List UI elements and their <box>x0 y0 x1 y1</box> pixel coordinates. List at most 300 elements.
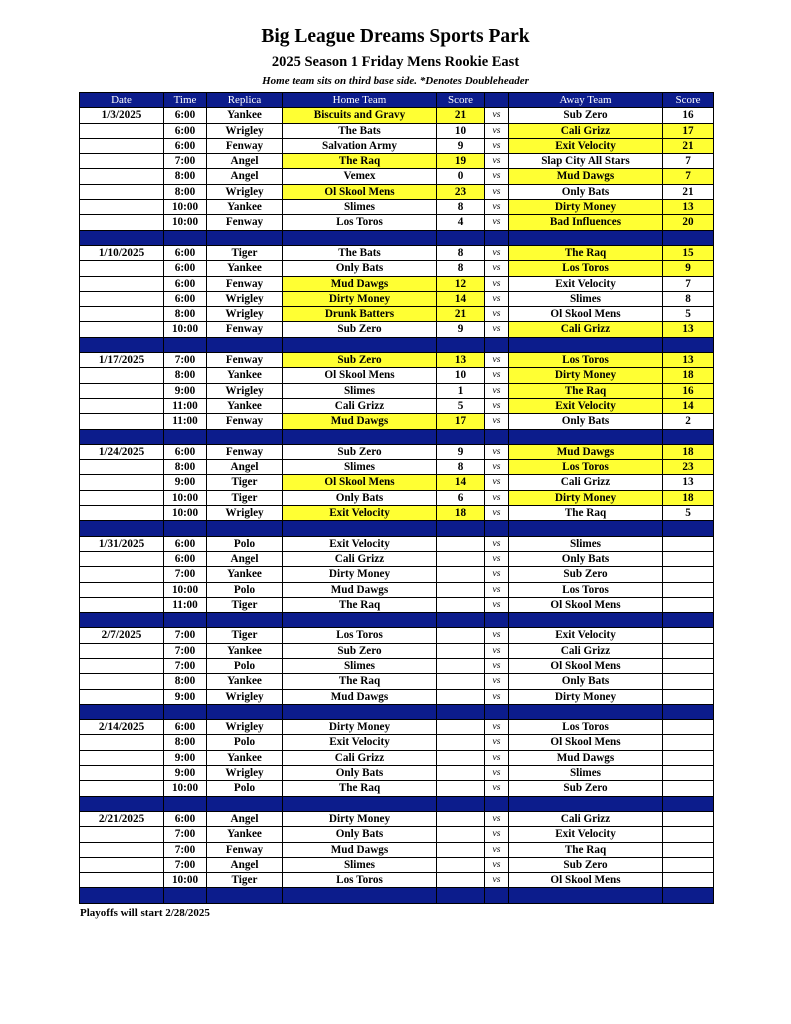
away-team-cell: Mud Dawgs <box>509 444 663 459</box>
home-score-cell: 8 <box>437 261 485 276</box>
away-score-cell: 5 <box>663 307 714 322</box>
replica-cell: Yankee <box>207 108 283 123</box>
away-team-cell: Only Bats <box>509 414 663 429</box>
vs-cell: vs <box>485 628 509 643</box>
home-score-cell <box>437 811 485 826</box>
vs-cell: vs <box>485 368 509 383</box>
away-score-cell <box>663 689 714 704</box>
date-cell <box>80 154 164 169</box>
separator-cell <box>485 704 509 719</box>
home-score-cell <box>437 567 485 582</box>
home-team-cell: Drunk Batters <box>283 307 437 322</box>
replica-cell: Wrigley <box>207 766 283 781</box>
home-score-cell: 10 <box>437 368 485 383</box>
table-row <box>80 368 714 383</box>
replica-cell: Tiger <box>207 628 283 643</box>
table-row <box>80 261 714 276</box>
home-score-cell <box>437 857 485 872</box>
date-cell <box>80 827 164 842</box>
time-cell: 6:00 <box>164 276 207 291</box>
away-team-cell: Cali Grizz <box>509 123 663 138</box>
away-team-cell: Sub Zero <box>509 567 663 582</box>
vs-cell: vs <box>485 873 509 888</box>
date-cell <box>80 506 164 521</box>
replica-cell: Polo <box>207 735 283 750</box>
replica-cell: Fenway <box>207 322 283 337</box>
vs-cell: vs <box>485 460 509 475</box>
home-score-cell: 10 <box>437 123 485 138</box>
separator-cell <box>283 521 437 536</box>
home-score-cell: 17 <box>437 414 485 429</box>
home-team-cell: Ol Skool Mens <box>283 184 437 199</box>
home-team-cell: Dirty Money <box>283 567 437 582</box>
home-score-cell: 23 <box>437 184 485 199</box>
away-score-cell: 20 <box>663 215 714 230</box>
header-row <box>80 93 714 108</box>
separator-cell <box>80 796 164 811</box>
date-cell <box>80 138 164 153</box>
separator-cell <box>437 704 485 719</box>
time-cell: 10:00 <box>164 490 207 505</box>
away-score-cell: 23 <box>663 460 714 475</box>
home-team-cell: Slimes <box>283 200 437 215</box>
page-subtitle: 2025 Season 1 Friday Mens Rookie East <box>271 54 520 70</box>
time-cell: 8:00 <box>164 674 207 689</box>
table-row <box>80 475 714 490</box>
table-row <box>80 200 714 215</box>
away-score-cell <box>663 766 714 781</box>
table-row <box>80 551 714 566</box>
separator-cell <box>283 704 437 719</box>
home-score-cell: 21 <box>437 307 485 322</box>
table-row <box>80 781 714 796</box>
date-cell <box>80 383 164 398</box>
home-team-cell: Only Bats <box>283 490 437 505</box>
replica-cell: Tiger <box>207 475 283 490</box>
vs-cell: vs <box>485 398 509 413</box>
vs-cell: vs <box>485 689 509 704</box>
home-score-cell <box>437 674 485 689</box>
replica-cell: Tiger <box>207 245 283 260</box>
away-team-cell: Los Toros <box>509 353 663 368</box>
replica-cell: Yankee <box>207 398 283 413</box>
replica-cell: Fenway <box>207 444 283 459</box>
away-score-cell <box>663 658 714 673</box>
time-cell: 6:00 <box>164 261 207 276</box>
time-cell: 6:00 <box>164 444 207 459</box>
table-row <box>80 169 714 184</box>
away-team-cell: Bad Influences <box>509 215 663 230</box>
away-team-cell: Sub Zero <box>509 108 663 123</box>
separator-cell <box>485 521 509 536</box>
separator-cell <box>207 796 283 811</box>
time-cell: 10:00 <box>164 215 207 230</box>
home-score-cell <box>437 628 485 643</box>
vs-cell: vs <box>485 735 509 750</box>
separator-cell <box>485 613 509 628</box>
table-row <box>80 857 714 872</box>
date-cell <box>80 658 164 673</box>
vs-cell: vs <box>485 811 509 826</box>
home-score-cell <box>437 766 485 781</box>
separator-cell <box>663 521 714 536</box>
table-row <box>80 460 714 475</box>
home-score-cell: 13 <box>437 353 485 368</box>
week-separator <box>80 796 714 811</box>
home-team-cell: Cali Grizz <box>283 551 437 566</box>
table-row <box>80 444 714 459</box>
replica-cell: Wrigley <box>207 123 283 138</box>
schedule-table <box>79 92 714 904</box>
time-cell: 9:00 <box>164 689 207 704</box>
away-team-cell: Only Bats <box>509 674 663 689</box>
away-score-cell <box>663 857 714 872</box>
date-cell <box>80 674 164 689</box>
replica-cell: Wrigley <box>207 291 283 306</box>
replica-cell: Fenway <box>207 215 283 230</box>
separator-cell <box>283 230 437 245</box>
time-cell: 7:00 <box>164 567 207 582</box>
away-score-cell: 8 <box>663 291 714 306</box>
away-team-cell: Cali Grizz <box>509 811 663 826</box>
home-team-cell: The Raq <box>283 674 437 689</box>
date-cell <box>80 781 164 796</box>
separator-cell <box>164 613 207 628</box>
home-team-cell: The Raq <box>283 154 437 169</box>
table-row <box>80 291 714 306</box>
home-score-cell: 4 <box>437 215 485 230</box>
header-away-score: Score <box>663 93 714 108</box>
separator-cell <box>207 337 283 352</box>
home-score-cell: 12 <box>437 276 485 291</box>
table-row <box>80 138 714 153</box>
home-team-cell: Mud Dawgs <box>283 842 437 857</box>
home-team-cell: Sub Zero <box>283 322 437 337</box>
date-cell <box>80 750 164 765</box>
time-cell: 9:00 <box>164 383 207 398</box>
time-cell: 6:00 <box>164 291 207 306</box>
time-cell: 11:00 <box>164 398 207 413</box>
away-team-cell: Ol Skool Mens <box>509 597 663 612</box>
replica-cell: Yankee <box>207 750 283 765</box>
vs-cell: vs <box>485 750 509 765</box>
home-score-cell <box>437 873 485 888</box>
week-separator <box>80 337 714 352</box>
home-score-cell: 21 <box>437 108 485 123</box>
home-team-cell: Sub Zero <box>283 444 437 459</box>
time-cell: 9:00 <box>164 475 207 490</box>
time-cell: 7:00 <box>164 658 207 673</box>
home-score-cell: 5 <box>437 398 485 413</box>
date-cell <box>80 643 164 658</box>
home-team-cell: Slimes <box>283 460 437 475</box>
schedule-body <box>80 108 714 903</box>
away-team-cell: Slimes <box>509 536 663 551</box>
separator-cell <box>437 521 485 536</box>
replica-cell: Fenway <box>207 842 283 857</box>
vs-cell: vs <box>485 842 509 857</box>
replica-cell: Wrigley <box>207 720 283 735</box>
away-score-cell <box>663 674 714 689</box>
away-score-cell: 7 <box>663 276 714 291</box>
date-cell <box>80 215 164 230</box>
away-score-cell: 16 <box>663 383 714 398</box>
time-cell: 6:00 <box>164 536 207 551</box>
home-team-cell: Exit Velocity <box>283 536 437 551</box>
away-score-cell: 16 <box>663 108 714 123</box>
vs-cell: vs <box>485 766 509 781</box>
date-cell: 2/14/2025 <box>80 720 164 735</box>
home-team-cell: Dirty Money <box>283 811 437 826</box>
replica-cell: Tiger <box>207 597 283 612</box>
away-team-cell: The Raq <box>509 506 663 521</box>
home-team-cell: Dirty Money <box>283 291 437 306</box>
away-team-cell: Ol Skool Mens <box>509 307 663 322</box>
home-score-cell: 1 <box>437 383 485 398</box>
table-row <box>80 506 714 521</box>
vs-cell: vs <box>485 383 509 398</box>
away-team-cell: Los Toros <box>509 720 663 735</box>
home-team-cell: Mud Dawgs <box>283 414 437 429</box>
date-cell <box>80 398 164 413</box>
table-row <box>80 276 714 291</box>
vs-cell: vs <box>485 643 509 658</box>
vs-cell: vs <box>485 781 509 796</box>
vs-cell: vs <box>485 414 509 429</box>
time-cell: 8:00 <box>164 460 207 475</box>
table-row <box>80 674 714 689</box>
separator-cell <box>80 704 164 719</box>
home-team-cell: The Bats <box>283 123 437 138</box>
home-team-cell: Ol Skool Mens <box>283 368 437 383</box>
separator-cell <box>509 796 663 811</box>
table-row <box>80 766 714 781</box>
separator-cell <box>663 230 714 245</box>
header-home-score: Score <box>437 93 485 108</box>
vs-cell: vs <box>485 154 509 169</box>
time-cell: 9:00 <box>164 750 207 765</box>
away-score-cell: 7 <box>663 169 714 184</box>
table-row <box>80 750 714 765</box>
replica-cell: Yankee <box>207 643 283 658</box>
separator-cell <box>509 337 663 352</box>
replica-cell: Tiger <box>207 490 283 505</box>
replica-cell: Yankee <box>207 200 283 215</box>
date-cell: 1/10/2025 <box>80 245 164 260</box>
away-score-cell <box>663 811 714 826</box>
time-cell: 7:00 <box>164 628 207 643</box>
away-score-cell: 9 <box>663 261 714 276</box>
date-cell <box>80 735 164 750</box>
home-team-cell: Exit Velocity <box>283 735 437 750</box>
away-score-cell: 14 <box>663 398 714 413</box>
away-team-cell: Dirty Money <box>509 490 663 505</box>
vs-cell: vs <box>485 261 509 276</box>
table-row <box>80 398 714 413</box>
home-team-cell: Slimes <box>283 383 437 398</box>
away-score-cell <box>663 720 714 735</box>
time-cell: 10:00 <box>164 873 207 888</box>
home-score-cell <box>437 735 485 750</box>
home-team-cell: Slimes <box>283 658 437 673</box>
date-cell <box>80 169 164 184</box>
away-team-cell: Dirty Money <box>509 368 663 383</box>
home-team-cell: Salvation Army <box>283 138 437 153</box>
time-cell: 10:00 <box>164 582 207 597</box>
home-team-cell: Los Toros <box>283 215 437 230</box>
replica-cell: Yankee <box>207 674 283 689</box>
separator-cell <box>485 230 509 245</box>
time-cell: 8:00 <box>164 307 207 322</box>
away-score-cell <box>663 842 714 857</box>
time-cell: 8:00 <box>164 169 207 184</box>
date-cell <box>80 857 164 872</box>
separator-cell <box>485 888 509 903</box>
separator-cell <box>164 429 207 444</box>
vs-cell: vs <box>485 215 509 230</box>
away-score-cell: 13 <box>663 200 714 215</box>
away-team-cell: Exit Velocity <box>509 827 663 842</box>
away-score-cell: 21 <box>663 184 714 199</box>
schedule-note: Home team sits on third base side. *Denotes Doubleheader <box>262 75 529 87</box>
time-cell: 6:00 <box>164 108 207 123</box>
vs-cell: vs <box>485 123 509 138</box>
away-score-cell <box>663 735 714 750</box>
replica-cell: Angel <box>207 551 283 566</box>
separator-cell <box>207 613 283 628</box>
table-row <box>80 628 714 643</box>
date-cell <box>80 597 164 612</box>
vs-cell: vs <box>485 444 509 459</box>
week-separator <box>80 613 714 628</box>
home-team-cell: Sub Zero <box>283 643 437 658</box>
separator-cell <box>164 796 207 811</box>
date-cell <box>80 200 164 215</box>
vs-cell: vs <box>485 276 509 291</box>
vs-cell: vs <box>485 245 509 260</box>
date-cell <box>80 551 164 566</box>
replica-cell: Wrigley <box>207 689 283 704</box>
vs-cell: vs <box>485 674 509 689</box>
table-row <box>80 582 714 597</box>
away-team-cell: Dirty Money <box>509 200 663 215</box>
time-cell: 6:00 <box>164 811 207 826</box>
header-vs <box>485 93 509 108</box>
away-score-cell: 2 <box>663 414 714 429</box>
table-row <box>80 567 714 582</box>
away-team-cell: Cali Grizz <box>509 643 663 658</box>
away-score-cell: 7 <box>663 154 714 169</box>
time-cell: 6:00 <box>164 551 207 566</box>
vs-cell: vs <box>485 597 509 612</box>
replica-cell: Yankee <box>207 827 283 842</box>
table-row <box>80 811 714 826</box>
separator-cell <box>663 613 714 628</box>
replica-cell: Angel <box>207 154 283 169</box>
separator-cell <box>164 521 207 536</box>
table-row <box>80 215 714 230</box>
playoffs-note: Playoffs will start 2/28/2025 <box>80 907 210 919</box>
separator-cell <box>437 230 485 245</box>
vs-cell: vs <box>485 475 509 490</box>
separator-cell <box>283 796 437 811</box>
separator-cell <box>80 337 164 352</box>
table-row <box>80 827 714 842</box>
vs-cell: vs <box>485 720 509 735</box>
time-cell: 6:00 <box>164 138 207 153</box>
away-score-cell <box>663 597 714 612</box>
vs-cell: vs <box>485 827 509 842</box>
away-team-cell: Mud Dawgs <box>509 750 663 765</box>
table-row <box>80 735 714 750</box>
date-cell: 1/31/2025 <box>80 536 164 551</box>
table-row <box>80 842 714 857</box>
vs-cell: vs <box>485 536 509 551</box>
separator-cell <box>437 337 485 352</box>
away-team-cell: Ol Skool Mens <box>509 658 663 673</box>
away-team-cell: The Raq <box>509 245 663 260</box>
home-score-cell: 9 <box>437 322 485 337</box>
home-team-cell: Los Toros <box>283 873 437 888</box>
separator-cell <box>485 337 509 352</box>
home-team-cell: Slimes <box>283 857 437 872</box>
away-team-cell: Exit Velocity <box>509 398 663 413</box>
home-team-cell: Only Bats <box>283 766 437 781</box>
separator-cell <box>663 888 714 903</box>
home-score-cell: 6 <box>437 490 485 505</box>
time-cell: 6:00 <box>164 123 207 138</box>
home-team-cell: The Raq <box>283 597 437 612</box>
replica-cell: Polo <box>207 781 283 796</box>
home-score-cell: 18 <box>437 506 485 521</box>
home-team-cell: Los Toros <box>283 628 437 643</box>
away-score-cell <box>663 551 714 566</box>
table-row <box>80 154 714 169</box>
away-score-cell <box>663 567 714 582</box>
replica-cell: Angel <box>207 811 283 826</box>
separator-cell <box>283 888 437 903</box>
vs-cell: vs <box>485 184 509 199</box>
home-team-cell: Only Bats <box>283 827 437 842</box>
away-score-cell: 13 <box>663 353 714 368</box>
date-cell <box>80 184 164 199</box>
away-team-cell: Ol Skool Mens <box>509 735 663 750</box>
time-cell: 7:00 <box>164 353 207 368</box>
away-score-cell <box>663 781 714 796</box>
replica-cell: Fenway <box>207 138 283 153</box>
home-score-cell <box>437 842 485 857</box>
home-score-cell: 8 <box>437 200 485 215</box>
table-row <box>80 307 714 322</box>
away-team-cell: Cali Grizz <box>509 475 663 490</box>
header-home-team: Home Team <box>283 93 437 108</box>
home-score-cell <box>437 827 485 842</box>
week-separator <box>80 704 714 719</box>
separator-cell <box>207 429 283 444</box>
time-cell: 7:00 <box>164 154 207 169</box>
date-cell <box>80 475 164 490</box>
table-row <box>80 353 714 368</box>
home-score-cell: 9 <box>437 444 485 459</box>
header-date: Date <box>80 93 164 108</box>
time-cell: 8:00 <box>164 368 207 383</box>
separator-cell <box>80 613 164 628</box>
table-row <box>80 383 714 398</box>
away-score-cell <box>663 643 714 658</box>
table-row <box>80 184 714 199</box>
page-title: Big League Dreams Sports Park <box>261 26 530 47</box>
separator-cell <box>509 521 663 536</box>
